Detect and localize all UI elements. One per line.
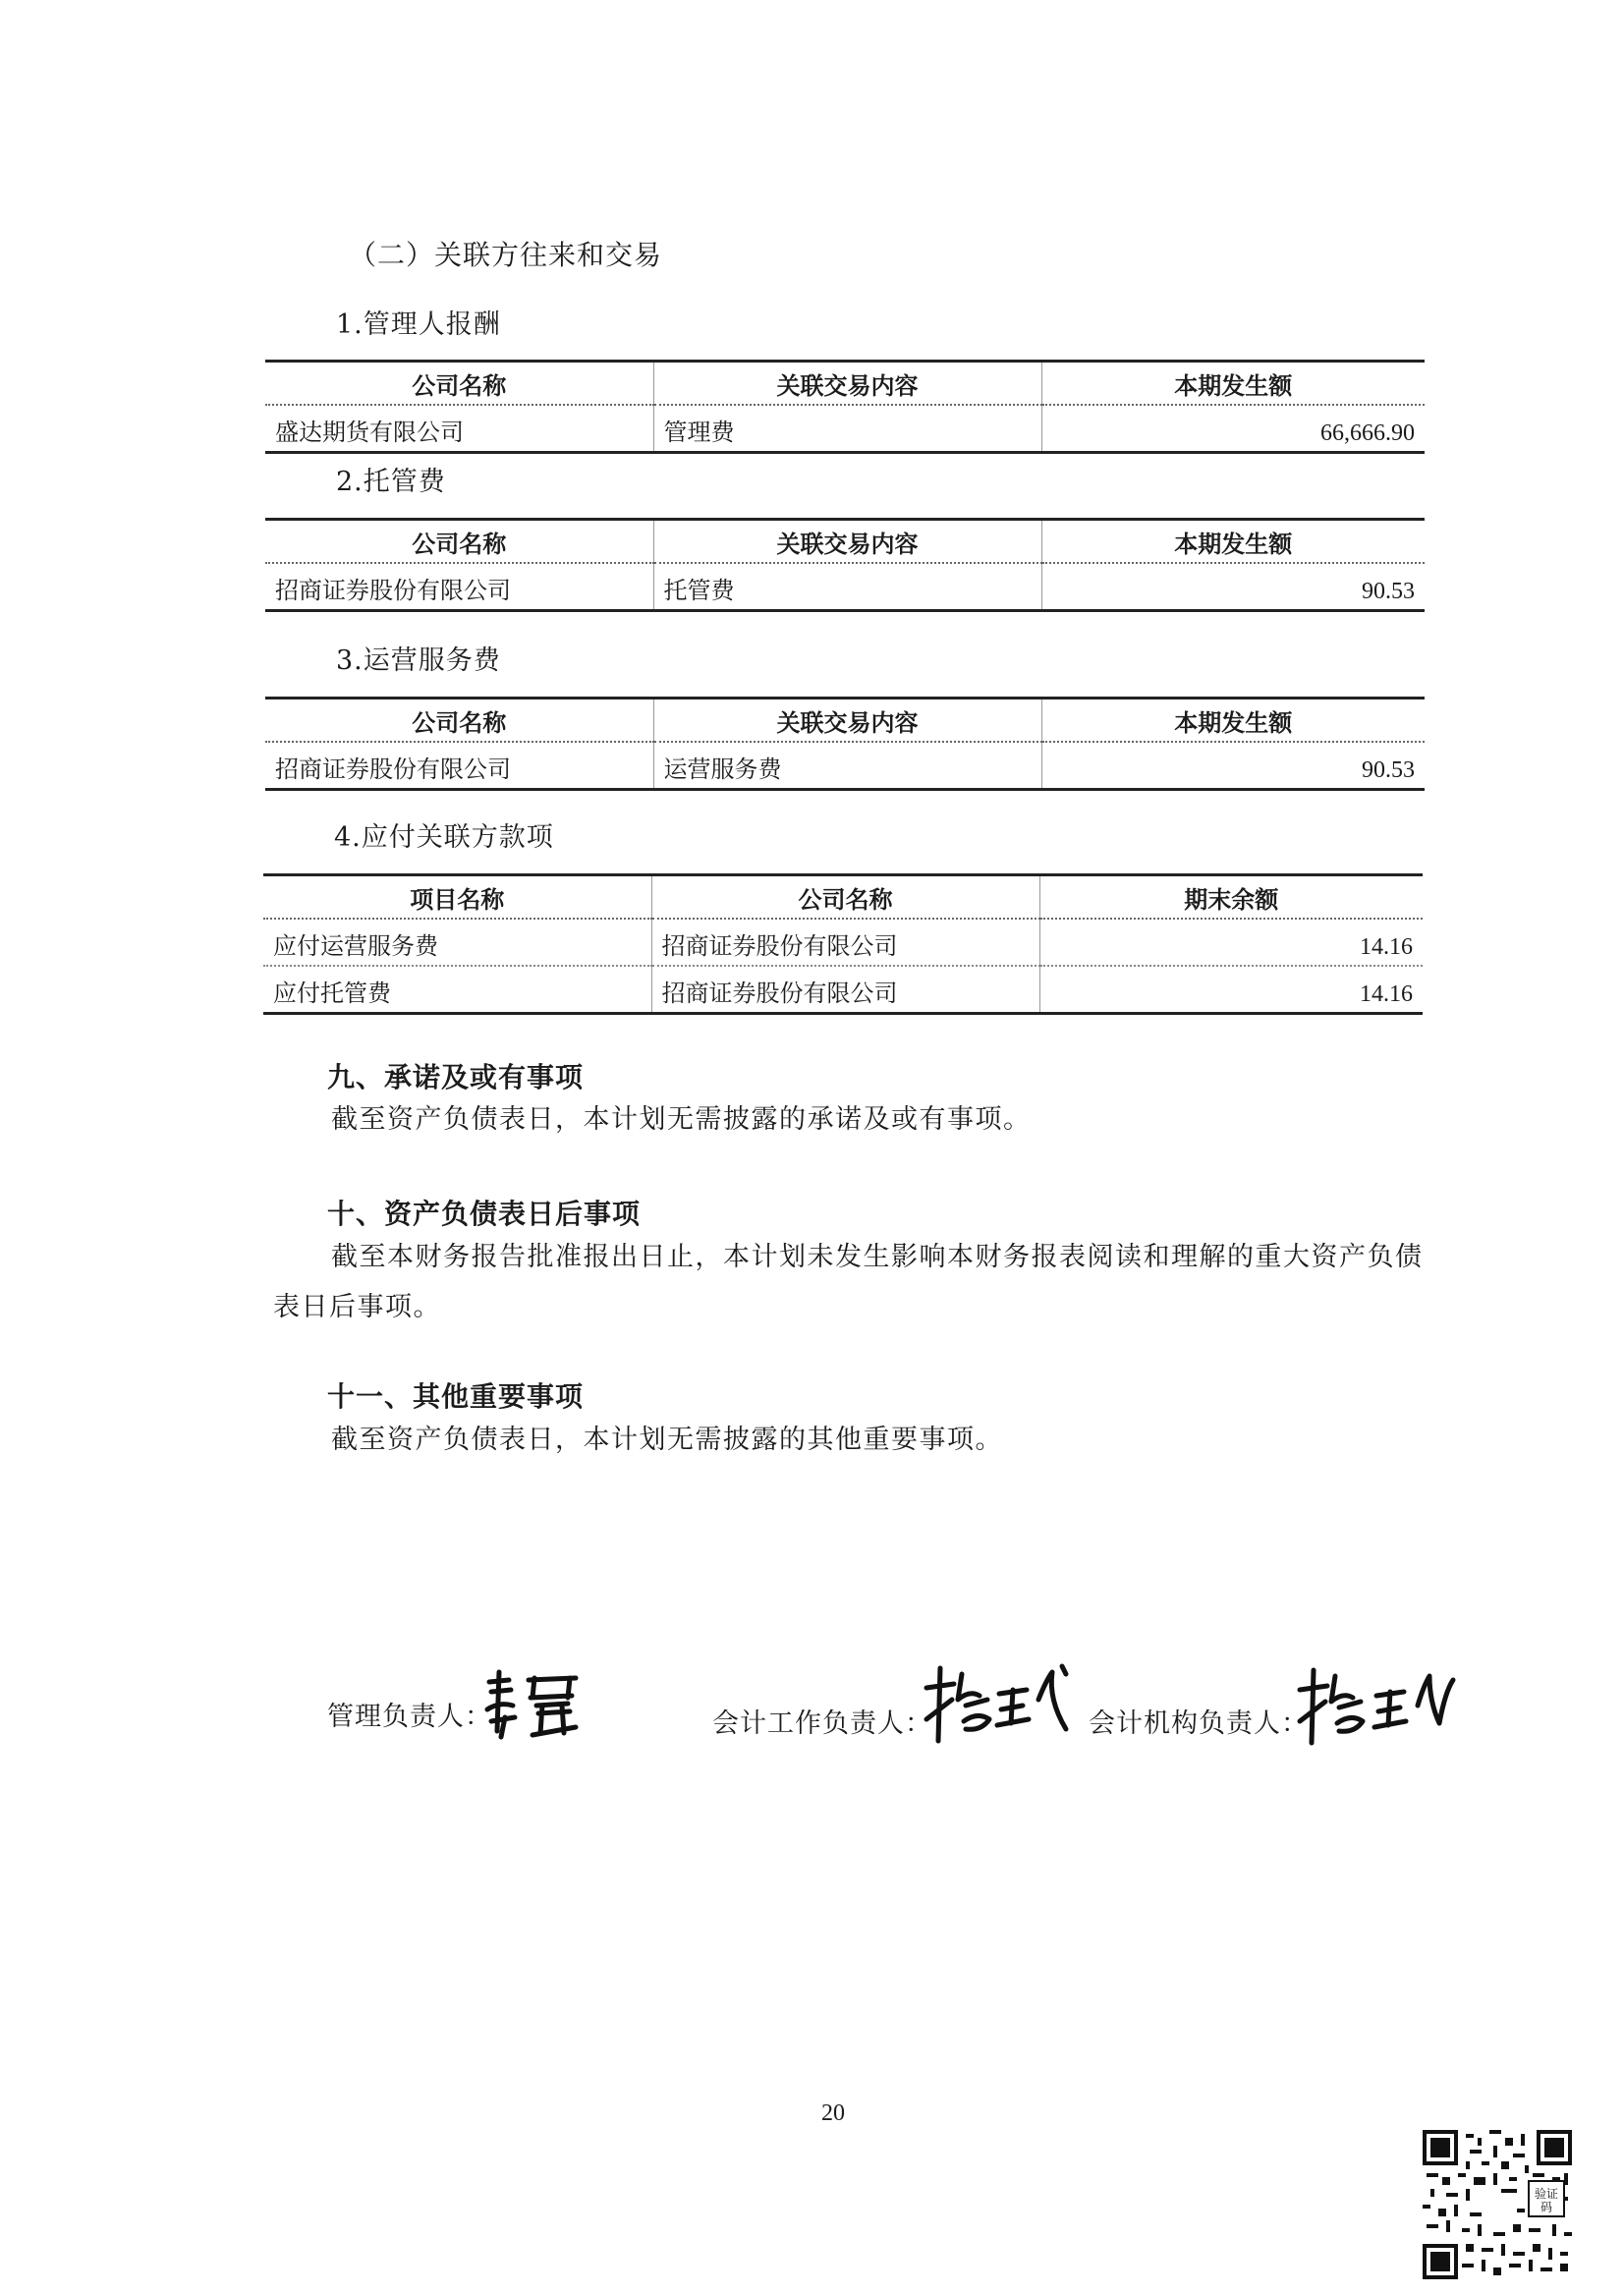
verification-qr-code <box>1423 2130 1572 2279</box>
accounting-work-signature-label: 会计工作负责人： <box>712 1708 932 1739</box>
table-row <box>263 966 1423 1014</box>
column-header: 关联交易内容 <box>653 520 1041 564</box>
table-header-row <box>265 362 1425 406</box>
table-header-row <box>263 875 1423 920</box>
table-3-title: 3.运营服务费 <box>336 645 501 676</box>
table-cell-amount: 14.16 <box>1039 966 1423 1014</box>
table-operation-service-fee <box>265 697 1425 791</box>
table-cell: 招商证券股份有限公司 <box>651 919 1039 966</box>
accounting-work-signature-image <box>919 1660 1076 1749</box>
table-cell-amount: 66,666.90 <box>1041 405 1425 453</box>
table-row <box>265 563 1425 611</box>
section-title: （二）关联方往来和交易 <box>349 239 663 271</box>
column-header: 公司名称 <box>265 520 653 564</box>
table-custody-fee <box>265 518 1425 612</box>
section-text-commitments: 截至资产负债表日，本计划无需披露的承诺及或有事项。 <box>331 1104 1032 1135</box>
section-text-subsequent-events-line2: 表日后事项。 <box>273 1292 441 1322</box>
manager-signature-image <box>479 1662 588 1741</box>
table-related-payables <box>263 873 1423 1015</box>
column-header: 期末余额 <box>1039 875 1423 920</box>
section-text-subsequent-events-line1: 截至本财务报告批准报出日止，本计划未发生影响本财务报表阅读和理解的重大资产负债 <box>331 1242 1424 1272</box>
table-cell: 招商证券股份有限公司 <box>265 742 653 790</box>
column-header: 公司名称 <box>265 362 653 406</box>
table-cell-amount: 90.53 <box>1041 563 1425 611</box>
column-header: 本期发生额 <box>1041 362 1425 406</box>
accounting-org-signature-image <box>1292 1662 1459 1751</box>
manager-signature-label: 管理负责人： <box>327 1702 492 1732</box>
table-row <box>263 919 1423 966</box>
table-cell-amount: 90.53 <box>1041 742 1425 790</box>
table-cell: 托管费 <box>653 563 1041 611</box>
table-cell: 应付托管费 <box>263 966 651 1014</box>
table-2-title: 2.托管费 <box>336 467 446 497</box>
column-header: 关联交易内容 <box>653 362 1041 406</box>
table-cell: 招商证券股份有限公司 <box>265 563 653 611</box>
svg-text:码: 码 <box>1540 2200 1553 2214</box>
table-cell: 运营服务费 <box>653 742 1041 790</box>
svg-text:验证: 验证 <box>1534 2186 1559 2201</box>
column-header: 公司名称 <box>651 875 1039 920</box>
column-header: 项目名称 <box>263 875 651 920</box>
page-number: 20 <box>821 2100 845 2126</box>
column-header: 本期发生额 <box>1041 520 1425 564</box>
accounting-org-signature-label: 会计机构负责人： <box>1089 1708 1309 1739</box>
column-header: 关联交易内容 <box>653 699 1041 743</box>
section-heading-commitments: 九、承诺及或有事项 <box>327 1061 585 1093</box>
table-cell-amount: 14.16 <box>1039 919 1423 966</box>
table-1-title: 1.管理人报酬 <box>336 309 501 340</box>
section-text-other-matters: 截至资产负债表日，本计划无需披露的其他重要事项。 <box>331 1425 1003 1455</box>
table-header-row <box>265 699 1425 743</box>
table-header-row <box>265 520 1425 564</box>
section-heading-other-matters: 十一、其他重要事项 <box>327 1380 585 1413</box>
table-row <box>265 405 1425 453</box>
table-cell: 管理费 <box>653 405 1041 453</box>
section-heading-subsequent-events: 十、资产负债表日后事项 <box>327 1198 642 1230</box>
table-cell: 招商证券股份有限公司 <box>651 966 1039 1014</box>
column-header: 公司名称 <box>265 699 653 743</box>
table-row <box>265 742 1425 790</box>
table-cell: 应付运营服务费 <box>263 919 651 966</box>
column-header: 本期发生额 <box>1041 699 1425 743</box>
table-4-title: 4.应付关联方款项 <box>334 822 554 853</box>
table-cell: 盛达期货有限公司 <box>265 405 653 453</box>
table-manager-fee <box>265 360 1425 454</box>
